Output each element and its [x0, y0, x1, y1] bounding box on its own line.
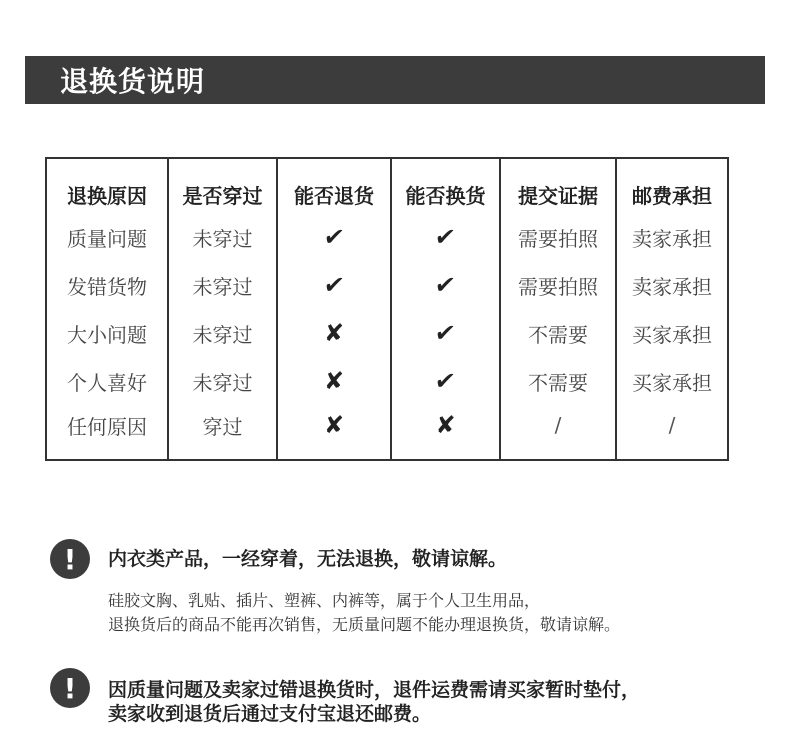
- cross-mark-icon: ✘: [323, 411, 345, 439]
- cell-evidence: 需要拍照: [500, 261, 616, 309]
- table-row: [46, 309, 728, 357]
- notice-postage: [50, 668, 640, 726]
- notice-heading-line: 因质量问题及卖家过错退换货时，退件运费需请买家暂时垫付，: [108, 679, 641, 701]
- cell-postage: /: [668, 413, 676, 437]
- notice-heading-line: 卖家收到退货后通过支付宝退还邮费。: [108, 703, 432, 725]
- cell-reason: 发错货物: [46, 261, 168, 309]
- check-mark-icon: ✔: [433, 223, 458, 251]
- notice-line: 硅胶文胸、乳贴、插片、塑裤、内裤等，属于个人卫生用品，: [108, 591, 541, 610]
- cell-evidence: 不需要: [500, 309, 616, 357]
- table-row: [46, 261, 728, 309]
- cross-mark-icon: ✘: [323, 367, 345, 395]
- cell-reason: 质量问题: [46, 213, 168, 261]
- cell-postage: 买家承担: [616, 357, 728, 405]
- cell-postage: 卖家承担: [616, 261, 728, 309]
- return-policy-table: [45, 157, 729, 461]
- notice-line: 退换货后的商品不能再次销售，无质量问题不能办理退换货，敬请谅解。: [108, 615, 621, 634]
- table-row: [46, 213, 728, 261]
- exclamation-icon: !: [50, 668, 90, 708]
- page-title: 退换货说明: [60, 65, 206, 98]
- column-header-postage: 邮费承担: [616, 158, 728, 213]
- notice-underwear: [50, 539, 620, 637]
- cell-postage: 卖家承担: [616, 213, 728, 261]
- column-header-evidence: 提交证据: [500, 158, 616, 213]
- exclamation-icon: !: [50, 539, 90, 579]
- table-row: [46, 405, 728, 460]
- cell-worn: 穿过: [168, 405, 277, 460]
- check-mark-icon: ✔: [433, 271, 458, 299]
- check-mark-icon: ✔: [321, 271, 347, 299]
- cell-evidence: /: [554, 413, 562, 437]
- column-header-exchange: 能否换货: [391, 158, 500, 213]
- cell-worn: 未穿过: [168, 309, 277, 357]
- cell-reason: 大小问题: [46, 309, 168, 357]
- column-header-return: 能否退货: [277, 158, 391, 213]
- cell-postage: 买家承担: [616, 309, 728, 357]
- check-mark-icon: ✔: [433, 367, 458, 395]
- cell-worn: 未穿过: [168, 261, 277, 309]
- column-header-reason: 退换原因: [46, 158, 168, 213]
- notice-heading: 内衣类产品，一经穿着，无法退换，敬请谅解。: [108, 548, 508, 570]
- cell-evidence: 需要拍照: [500, 213, 616, 261]
- column-header-worn: 是否穿过: [168, 158, 277, 213]
- table-header-row: [46, 158, 728, 213]
- cell-worn: 未穿过: [168, 357, 277, 405]
- check-mark-icon: ✔: [321, 223, 347, 251]
- table-row: [46, 357, 728, 405]
- cross-mark-icon: ✘: [435, 411, 456, 439]
- header-bar: [25, 56, 765, 104]
- cell-reason: 个人喜好: [46, 357, 168, 405]
- check-mark-icon: ✔: [433, 319, 458, 347]
- cell-reason: 任何原因: [46, 405, 168, 460]
- cross-mark-icon: ✘: [323, 319, 345, 347]
- cell-evidence: 不需要: [500, 357, 616, 405]
- cell-worn: 未穿过: [168, 213, 277, 261]
